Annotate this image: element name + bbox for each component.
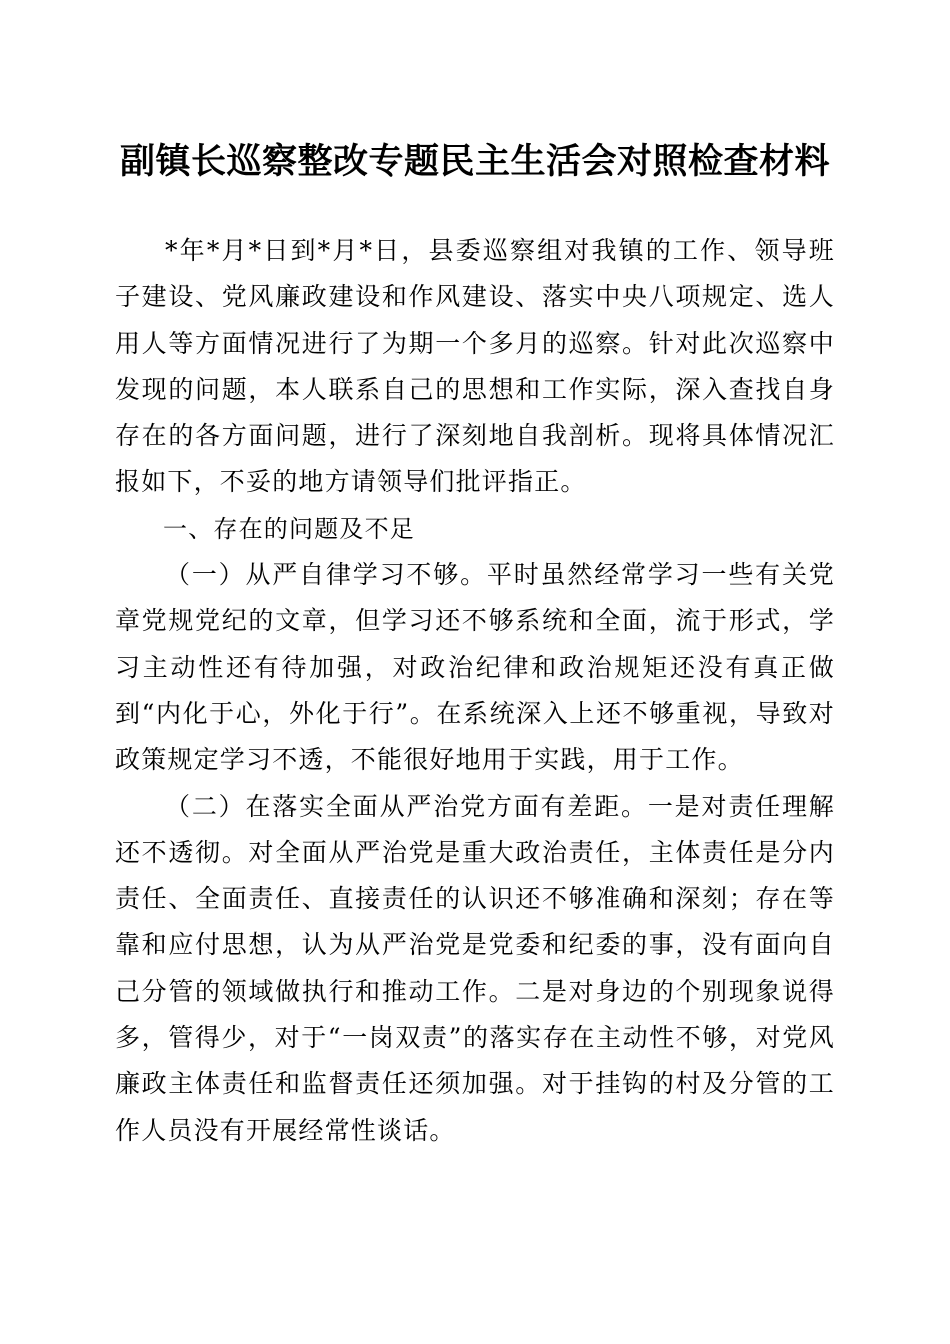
document-title: 副镇长巡察整改专题民主生活会对照检查材料 — [119, 141, 830, 182]
item-paragraph-2: （二）在落实全面从严治党方面有差距。一是对责任理解还不透彻。对全面从严治党是重大政治责任，主体责任是分内责任、全面责任、直接责任的认识还不够准确和深刻；存在等靠和应付思想，认为从严治党是党委和纪委的事，没有面向自己分管的领域做执行和推动工作。二是对身边的个别现象说得多，管得少，对于“一岗双责”的落实存在主动性不够，对党风廉政主体责任和监督责任还须加强。对于挂钩的村及分管的工作人员没有开展经常性谈话。 — [115, 791, 835, 1145]
intro-paragraph: *年*月*日到*月*日，县委巡察组对我镇的工作、领导班子建设、党风廉政建设和作风建设、落实中央八项规定、选人用人等方面情况进行了为期一个多月的巡察。针对此次巡察中发现的问题，本人联系自己的思想和工作实际，深入查找自身存在的各方面问题，进行了深刻地自我剖析。现将具体情况汇报如下，不妥的地方请领导们批评指正。 — [115, 236, 835, 497]
item-paragraph-1: （一）从严自律学习不够。平时虽然经常学习一些有关党章党规党纪的文章，但学习还不够系统和全面，流于形式，学习主动性还有待加强，对政治纪律和政治规矩还没有真正做到“内化于心，外化于行”。在系统深入上还不够重视，导致对政策规定学习不透，不能很好地用于实践，用于工作。 — [115, 560, 835, 775]
document-body — [115, 228, 835, 1154]
section-heading: 一、存在的问题及不足 — [163, 514, 415, 543]
